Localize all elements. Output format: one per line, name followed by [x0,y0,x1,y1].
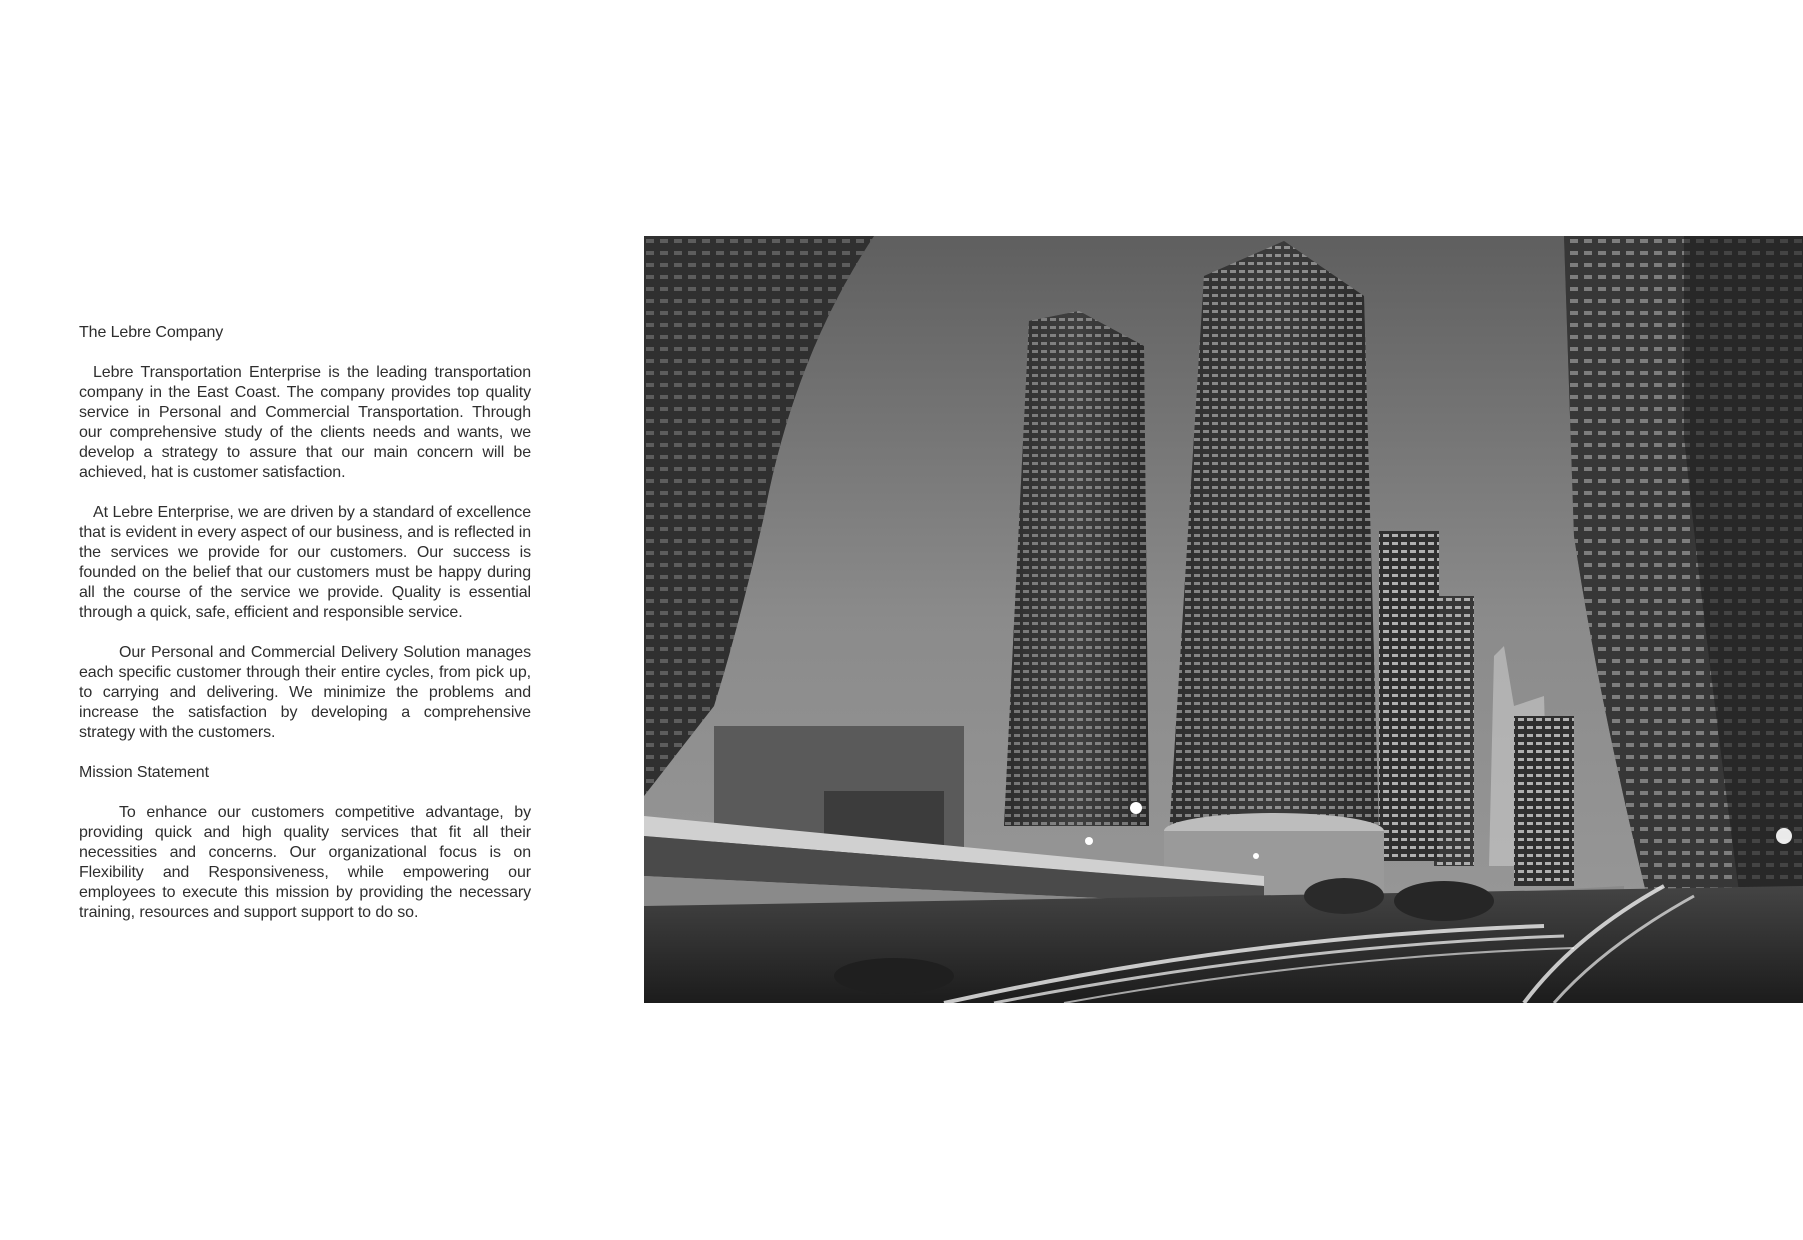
intro-paragraph: Lebre Transportation Enterprise is the leading transportation company in the East Coast. The company provides top quality service in Personal and Commercial Transportation. Through our comprehensive study of the clients needs and wants, we develop a strategy to assure that our main concern will be achieved, hat is customer satisfaction. [79,364,531,481]
excellence-paragraph: At Lebre Enterprise, we are driven by a standard of excellence that is evident in every aspect of our business, and is reflected in the services we provide for our customers. Our success is founded on the belief that our customers must be happy during all the course of the service we provide. Quality is essential through a quick, safe, efficient and responsible service. [79,504,531,621]
company-heading: The Lebre Company [79,324,224,341]
mission-heading: Mission Statement [79,764,209,781]
delivery-paragraph: Our Personal and Commercial Delivery Solution manages each specific customer through their entire cycles, from pick up, to carrying and delivering. We minimize the problems and increase the satisfaction by developing a comprehensive strategy with the customers. [79,644,531,741]
mission-paragraph: To enhance our customers competitive advantage, by providing quick and high quality services that fit all their necessities and concerns. Our organizational focus is on Flexibility and Responsiveness, while empowering our employees to execute this mission by providing the necessary training, resources and support support to do so. [79,804,531,921]
city-skyline-photo [644,236,1803,1003]
text-column [79,323,531,943]
